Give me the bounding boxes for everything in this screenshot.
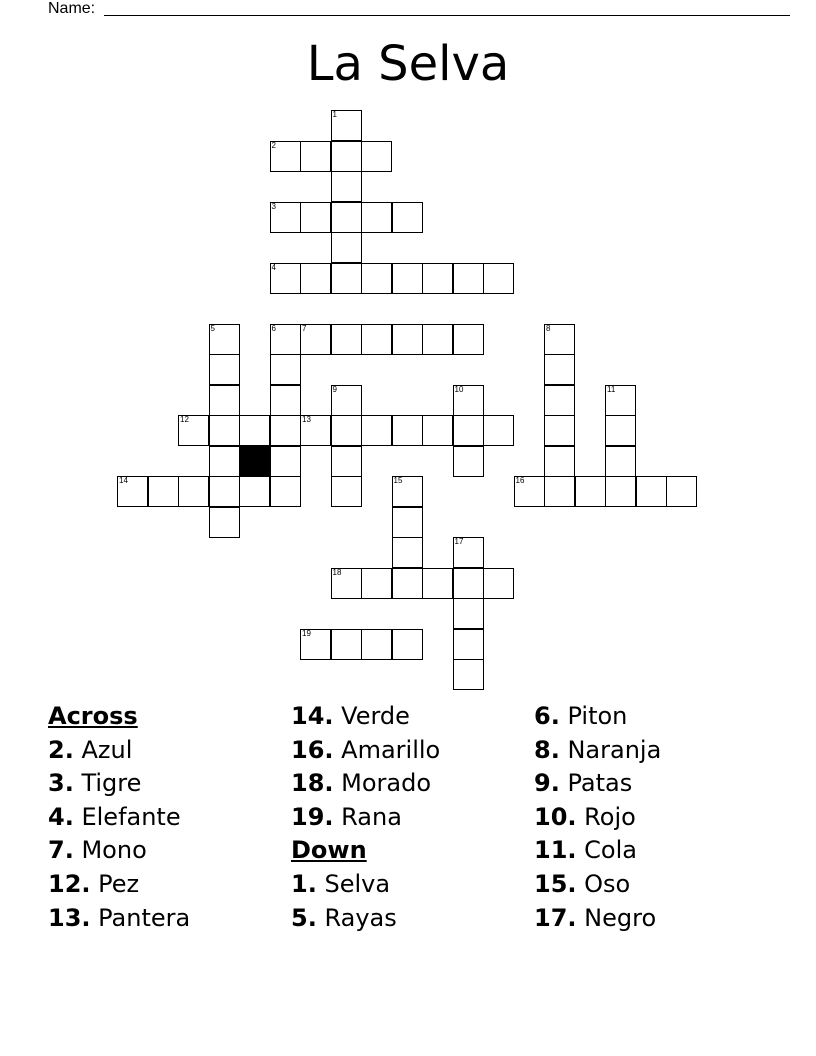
clue-item: [48, 868, 190, 902]
clue-item-number: 17.: [534, 903, 577, 932]
clue-item-number: 13.: [48, 903, 91, 932]
grid-cell[interactable]: [544, 446, 575, 477]
grid-cell[interactable]: [209, 415, 240, 446]
clue-number: 6: [271, 323, 276, 333]
clue-item-text: Elefante: [81, 802, 181, 831]
grid-cell[interactable]: [361, 415, 392, 446]
clue-number: 8: [546, 323, 551, 333]
clue-number: 2: [271, 140, 276, 150]
grid-cell[interactable]: [544, 415, 575, 446]
clue-item: [534, 734, 661, 768]
grid-cell[interactable]: [392, 202, 423, 233]
grid-cell[interactable]: [270, 446, 301, 477]
grid-cell[interactable]: [117, 476, 148, 507]
clue-item-number: 4.: [48, 802, 74, 831]
grid-cell[interactable]: [544, 476, 575, 507]
clue-item: [48, 834, 190, 868]
down-heading: Down: [291, 836, 367, 865]
grid-cell[interactable]: [209, 507, 240, 538]
clue-item-text: Negro: [584, 903, 657, 932]
clue-item-text: Patas: [567, 769, 633, 798]
across-heading: Across: [48, 702, 138, 730]
grid-cell[interactable]: [209, 354, 240, 385]
name-label: Name:: [48, 0, 96, 17]
clue-item: [534, 868, 661, 902]
grid-cell[interactable]: [453, 385, 484, 416]
blocked-cell: [239, 446, 270, 477]
grid-cell[interactable]: [453, 263, 484, 294]
grid-cell[interactable]: [483, 263, 514, 294]
grid-cell[interactable]: [239, 476, 270, 507]
grid-cell[interactable]: [453, 568, 484, 599]
clue-item-text: Rana: [341, 802, 402, 831]
grid-cell[interactable]: [209, 324, 240, 355]
clue-item-text: Pez: [98, 869, 140, 898]
clue-item-number: 11.: [534, 836, 577, 865]
grid-cell[interactable]: [636, 476, 667, 507]
grid-cell[interactable]: [453, 598, 484, 629]
clue-item: [48, 767, 190, 801]
grid-cell[interactable]: [453, 659, 484, 690]
clue-item: [534, 834, 661, 868]
grid-cell[interactable]: [422, 415, 453, 446]
grid-cell[interactable]: [209, 385, 240, 416]
grid-cell[interactable]: [392, 324, 423, 355]
clue-item: [48, 902, 190, 936]
grid-cell[interactable]: [361, 263, 392, 294]
clue-item: [534, 700, 661, 734]
clue-item: [534, 801, 661, 835]
grid-cell[interactable]: [361, 629, 392, 660]
clue-item: [291, 767, 440, 801]
clue-item-text: Rayas: [324, 903, 397, 932]
clue-item-number: 10.: [534, 802, 577, 831]
grid-cell[interactable]: [361, 568, 392, 599]
grid-cell[interactable]: [270, 263, 301, 294]
clue-number: 9: [332, 384, 337, 394]
clue-item: [534, 767, 661, 801]
clue-item-number: 16.: [291, 735, 334, 764]
clue-item-number: 12.: [48, 869, 91, 898]
clue-column-3: [534, 700, 661, 935]
clue-item-text: Amarillo: [341, 735, 441, 764]
grid-cell[interactable]: [178, 415, 209, 446]
clue-column-2: [291, 700, 440, 935]
clue-item-text: Selva: [324, 869, 391, 898]
clue-item-text: Cola: [584, 836, 637, 865]
grid-cell[interactable]: [422, 568, 453, 599]
clue-item-number: 5.: [291, 903, 317, 932]
clue-number: 3: [271, 201, 276, 211]
grid-cell[interactable]: [453, 446, 484, 477]
grid-cell[interactable]: [392, 263, 423, 294]
grid-cell[interactable]: [331, 324, 362, 355]
clue-number: 5: [210, 323, 215, 333]
clue-number: 15: [393, 476, 403, 485]
clue-number: 7: [302, 323, 307, 333]
grid-cell[interactable]: [544, 324, 575, 355]
grid-cell[interactable]: [361, 141, 392, 172]
clue-number: 16: [515, 476, 525, 485]
grid-cell[interactable]: [331, 629, 362, 660]
grid-cell[interactable]: [544, 354, 575, 385]
grid-cell[interactable]: [453, 324, 484, 355]
grid-cell[interactable]: [453, 537, 484, 568]
grid-cell[interactable]: [148, 476, 179, 507]
clue-item-text: Mono: [81, 836, 147, 865]
clue-item-text: Pantera: [98, 903, 191, 932]
grid-cell[interactable]: [453, 415, 484, 446]
clue-item: [48, 734, 190, 768]
clue-item-text: Azul: [81, 735, 133, 764]
clue-number: 19: [302, 628, 311, 638]
grid-cell[interactable]: [270, 324, 301, 355]
grid-cell[interactable]: [331, 171, 362, 202]
page-title: La Selva: [306, 36, 510, 92]
grid-cell[interactable]: [331, 385, 362, 416]
grid-cell[interactable]: [392, 507, 423, 538]
clue-item-number: 19.: [291, 802, 334, 831]
grid-cell[interactable]: [605, 415, 636, 446]
grid-cell[interactable]: [422, 263, 453, 294]
clue-item-text: Piton: [567, 702, 628, 730]
grid-cell[interactable]: [392, 629, 423, 660]
grid-cell[interactable]: [544, 385, 575, 416]
clue-item-text: Morado: [341, 769, 432, 798]
grid-cell[interactable]: [361, 324, 392, 355]
grid-cell[interactable]: [392, 476, 423, 507]
clue-item: [534, 902, 661, 936]
grid-cell[interactable]: [331, 476, 362, 507]
clue-item-number: 9.: [534, 769, 560, 798]
grid-cell[interactable]: [270, 415, 301, 446]
grid-cell[interactable]: [422, 324, 453, 355]
clue-item-text: Verde: [341, 702, 410, 730]
clue-item-number: 8.: [534, 735, 560, 764]
clue-number: 1: [332, 110, 337, 119]
clue-number: 4: [271, 262, 276, 272]
clue-number: 13: [302, 415, 311, 424]
grid-cell[interactable]: [605, 476, 636, 507]
grid-cell[interactable]: [300, 141, 331, 172]
clue-number: 18: [332, 567, 342, 577]
grid-cell[interactable]: [300, 324, 331, 355]
grid-cell[interactable]: [270, 476, 301, 507]
grid-cell[interactable]: [300, 202, 331, 233]
clue-item: [291, 868, 440, 902]
clue-item-number: 1.: [291, 869, 317, 898]
grid-cell[interactable]: [270, 354, 301, 385]
clue-number: 12: [180, 415, 189, 424]
grid-cell[interactable]: [392, 415, 423, 446]
grid-cell[interactable]: [331, 232, 362, 263]
grid-cell[interactable]: [331, 415, 362, 446]
grid-cell[interactable]: [331, 446, 362, 477]
grid-cell[interactable]: [392, 568, 423, 599]
grid-cell[interactable]: [331, 263, 362, 294]
clue-item-number: 6.: [534, 702, 560, 730]
clue-item-number: 2.: [48, 735, 74, 764]
clue-item-text: Rojo: [584, 802, 636, 831]
clue-number: 10: [454, 384, 464, 394]
clue-item-text: Naranja: [567, 735, 662, 764]
grid-cell[interactable]: [239, 415, 270, 446]
clue-item: [291, 801, 440, 835]
grid-cell[interactable]: [178, 476, 209, 507]
clue-column-1: [48, 700, 190, 935]
clue-item: [291, 700, 440, 734]
grid-cell[interactable]: [361, 202, 392, 233]
grid-cell[interactable]: [605, 446, 636, 477]
clue-item-number: 7.: [48, 836, 74, 865]
grid-cell[interactable]: [483, 568, 514, 599]
clue-number: 14: [119, 476, 128, 485]
grid-cell[interactable]: [209, 446, 240, 477]
clue-item: [291, 734, 440, 768]
grid-cell[interactable]: [666, 476, 697, 507]
grid-cell[interactable]: [483, 415, 514, 446]
grid-cell[interactable]: [300, 263, 331, 294]
clue-number: 17: [454, 537, 464, 546]
grid-cell[interactable]: [331, 110, 362, 141]
grid-cell[interactable]: [270, 385, 301, 416]
grid-cell[interactable]: [575, 476, 606, 507]
grid-cell[interactable]: [331, 568, 362, 599]
grid-cell[interactable]: [605, 385, 636, 416]
grid-cell[interactable]: [209, 476, 240, 507]
clue-item: [291, 902, 440, 936]
grid-cell[interactable]: [392, 537, 423, 568]
clue-item-text: Tigre: [81, 769, 142, 798]
grid-cell[interactable]: [270, 141, 301, 172]
grid-cell[interactable]: [300, 629, 331, 660]
clue-item-number: 3.: [48, 769, 74, 798]
grid-cell[interactable]: [331, 202, 362, 233]
grid-cell[interactable]: [514, 476, 545, 507]
clue-item: [48, 801, 190, 835]
grid-cell[interactable]: [300, 415, 331, 446]
clue-item-number: 15.: [534, 869, 577, 898]
grid-cell[interactable]: [331, 141, 362, 172]
clue-item-number: 14.: [291, 702, 334, 730]
clue-number: 11: [607, 384, 616, 394]
clue-item-text: Oso: [584, 869, 631, 898]
grid-cell[interactable]: [270, 202, 301, 233]
grid-cell[interactable]: [453, 629, 484, 660]
clue-item-number: 18.: [291, 769, 334, 798]
